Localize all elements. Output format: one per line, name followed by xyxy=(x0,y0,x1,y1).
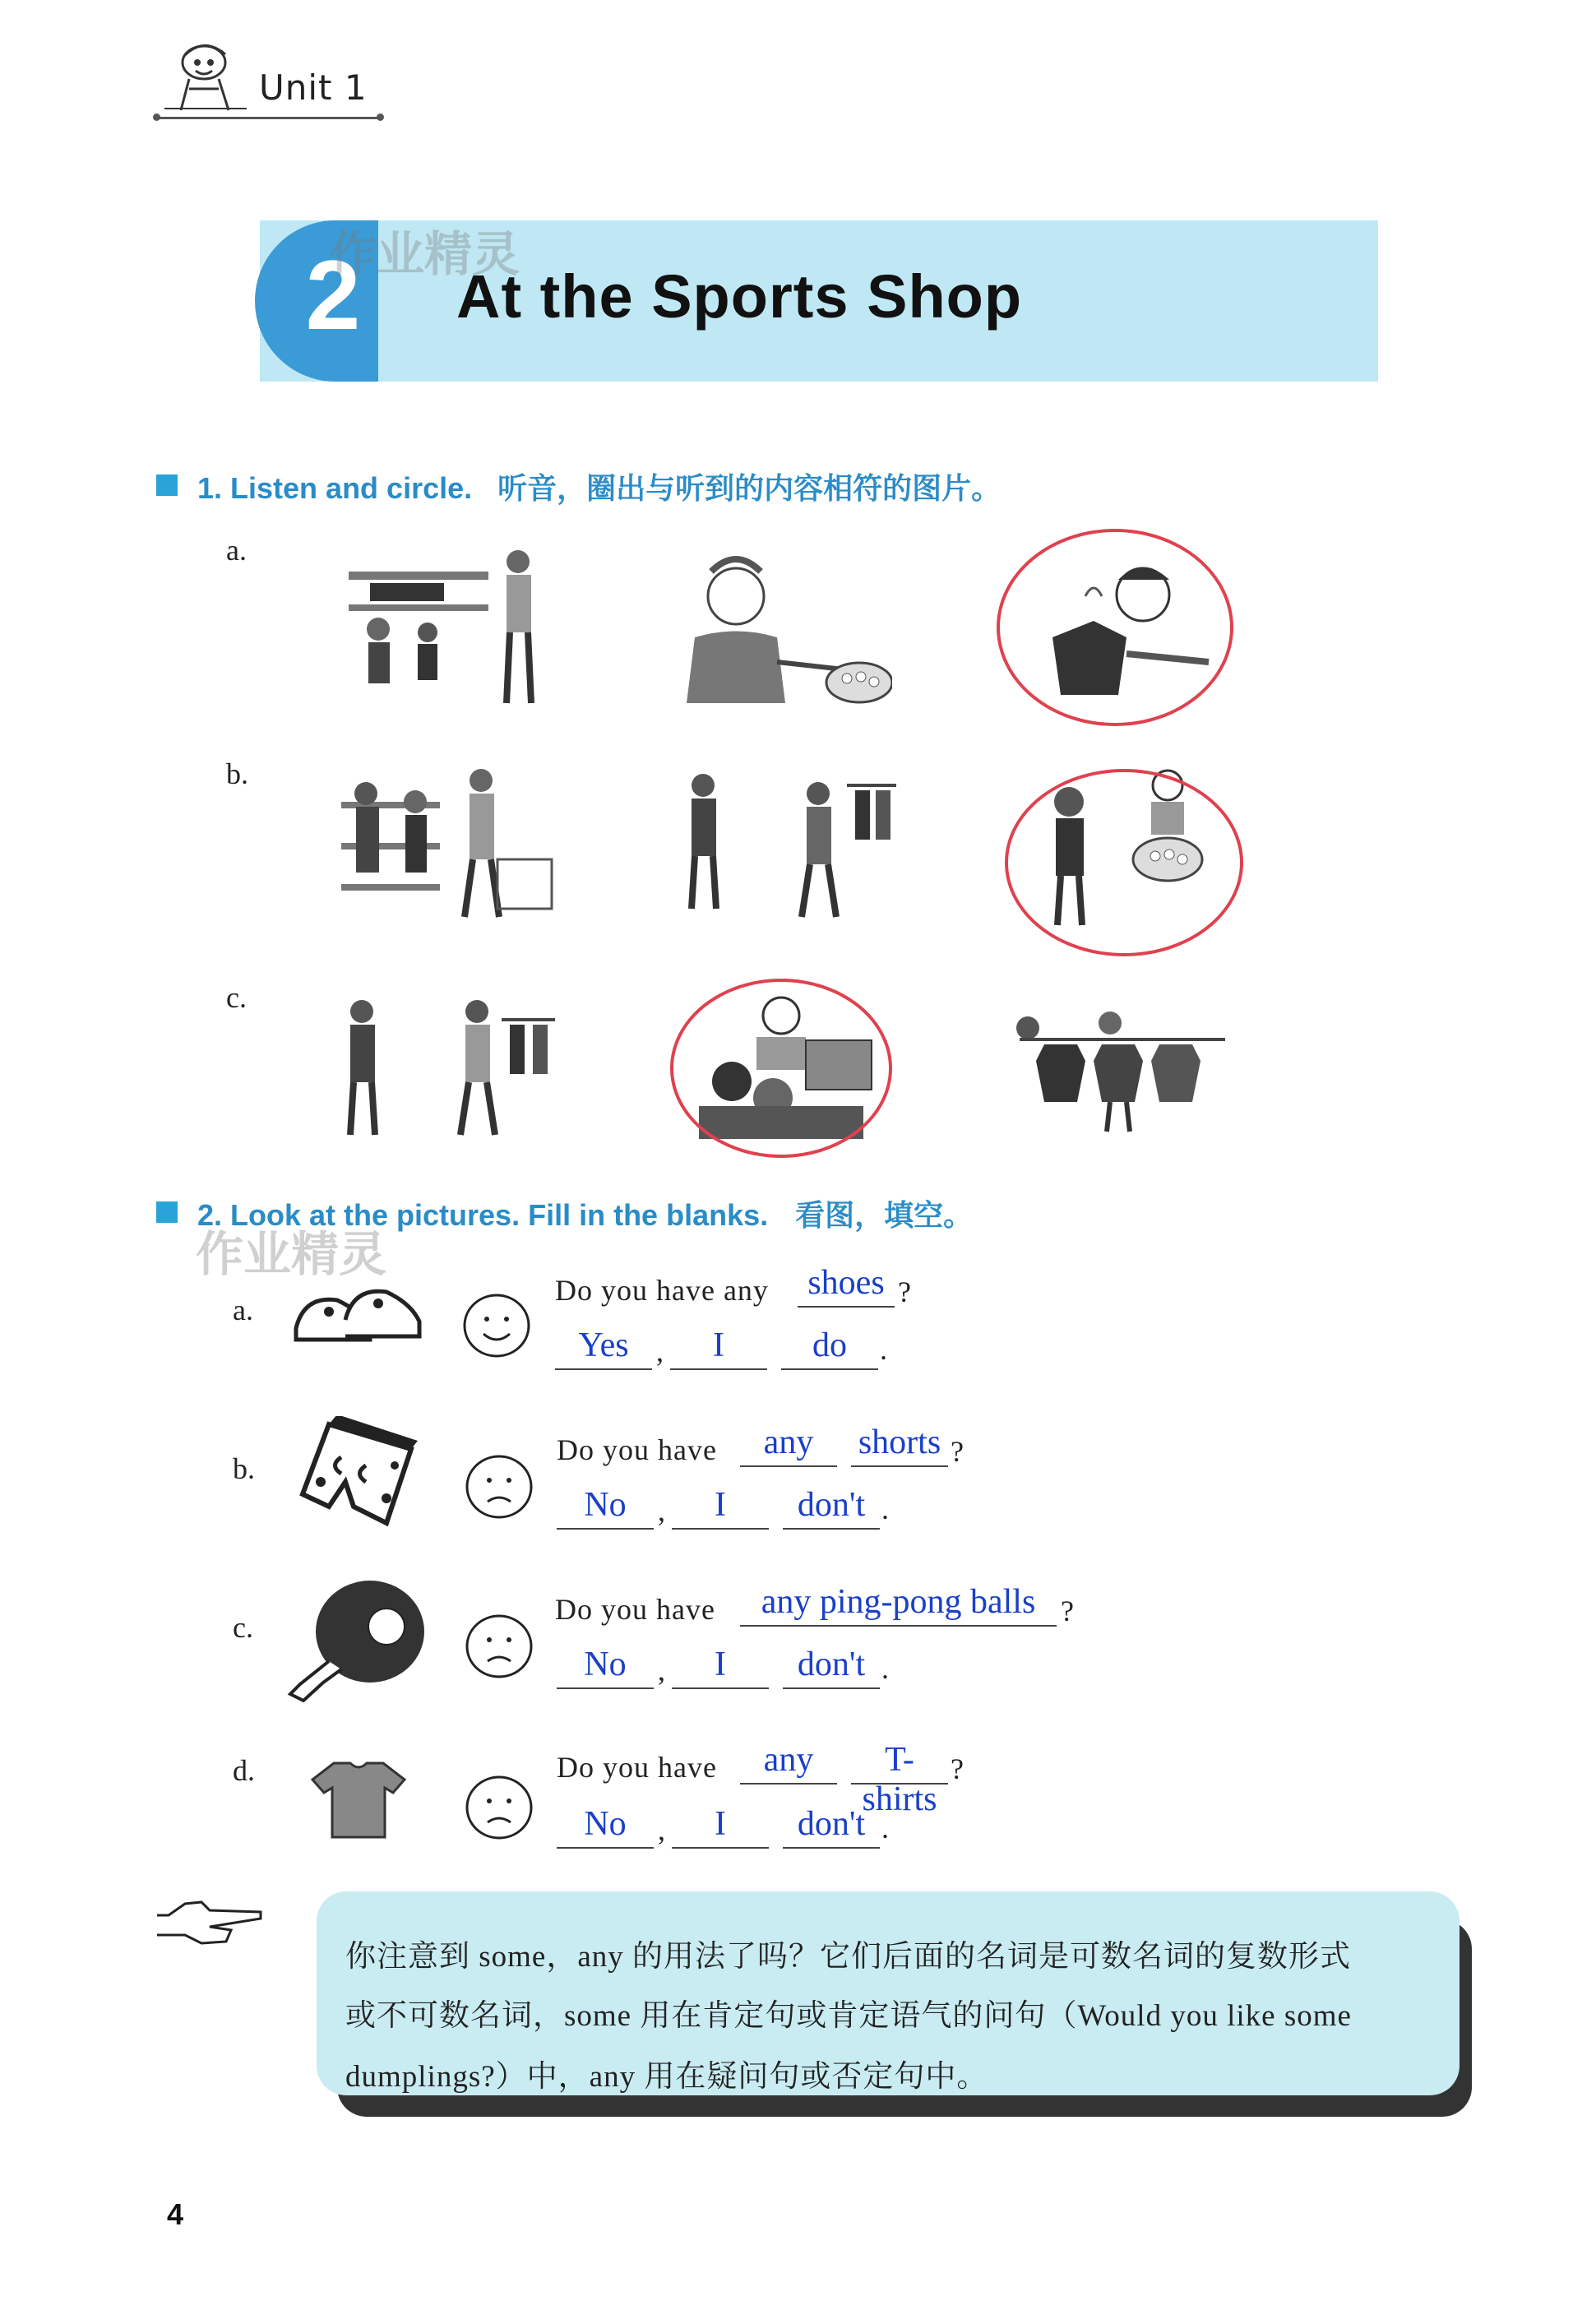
question-mark: ? xyxy=(951,1435,964,1468)
mascot-icon xyxy=(156,39,255,115)
answer-blank[interactable]: No xyxy=(557,1645,654,1689)
section-marker xyxy=(156,1201,178,1223)
answer-blank[interactable]: don't xyxy=(783,1804,880,1849)
ping-pong-paddle-icon xyxy=(284,1579,428,1702)
t-shirt-icon xyxy=(309,1758,408,1840)
frown-face-icon xyxy=(465,1613,534,1679)
section2-heading-zh: 看图，填空。 xyxy=(795,1198,974,1233)
answer-blank[interactable]: shoes xyxy=(798,1263,895,1308)
note-line-3: dumplings?）中，any 用在疑问句或否定句中。 xyxy=(345,2060,988,2094)
unit-label: Unit 1 xyxy=(259,67,368,108)
answer-circle xyxy=(1005,769,1243,956)
section1-heading xyxy=(197,465,1001,507)
answer-blank[interactable]: I xyxy=(672,1804,769,1849)
watermark: 作业精灵 xyxy=(196,1226,387,1282)
item-label-a: a. xyxy=(233,1294,253,1326)
picture-children-clothes-rack[interactable] xyxy=(670,769,900,921)
lesson-title: At the Sports Shop xyxy=(456,262,1023,331)
question-text-a: Do you have any xyxy=(555,1274,769,1307)
question-mark: ? xyxy=(1061,1595,1074,1627)
question-mark: ? xyxy=(951,1752,964,1785)
row-label-a: a. xyxy=(226,534,247,567)
pointing-hand-icon xyxy=(152,1894,267,1951)
section1-heading-en: 1. Listen and circle. xyxy=(197,471,473,505)
picture-boy-and-man-rack[interactable] xyxy=(337,995,559,1143)
comma: , xyxy=(658,1494,665,1527)
answer-blank[interactable]: any ping-pong balls xyxy=(740,1582,1057,1627)
comma: , xyxy=(656,1335,664,1368)
picture-tshirts-rack[interactable] xyxy=(1011,1011,1233,1135)
header-divider xyxy=(156,117,380,119)
section-marker xyxy=(156,474,178,496)
answer-blank[interactable]: shorts xyxy=(851,1423,948,1467)
answer-blank[interactable]: any xyxy=(740,1740,837,1785)
picture-family-shoe-shelf[interactable] xyxy=(333,769,555,921)
lesson-number: 2 xyxy=(305,240,361,350)
item-label-b: b. xyxy=(233,1452,255,1485)
answer-circle xyxy=(670,979,892,1158)
section1-heading-zh: 听音，圈出与听到的内容相符的图片。 xyxy=(497,471,1002,506)
answer-blank[interactable]: No xyxy=(557,1485,654,1530)
answer-blank[interactable]: I xyxy=(670,1326,767,1370)
row-label-b: b. xyxy=(226,757,248,790)
shoes-icon xyxy=(288,1271,428,1353)
answer-blank[interactable]: No xyxy=(557,1804,654,1849)
answer-circle xyxy=(997,529,1233,726)
item-label-d: d. xyxy=(233,1754,255,1787)
row-label-c: c. xyxy=(226,981,247,1014)
picture-girl-ping-pong-balls[interactable] xyxy=(670,547,892,707)
divider-dot xyxy=(377,113,384,121)
divider-dot xyxy=(153,113,160,121)
answer-blank[interactable]: T-shirts xyxy=(851,1740,948,1785)
question-mark: ? xyxy=(898,1275,911,1308)
answer-blank[interactable]: don't xyxy=(783,1645,880,1689)
answer-blank[interactable]: Yes xyxy=(555,1326,652,1370)
shorts-icon xyxy=(296,1416,419,1531)
period: . xyxy=(881,1652,889,1685)
frown-face-icon xyxy=(465,1454,534,1520)
answer-blank[interactable]: any xyxy=(740,1423,837,1467)
answer-blank[interactable]: do xyxy=(781,1326,878,1370)
page-number: 4 xyxy=(167,2197,184,2231)
note-line-1: 你注意到 some，any 的用法了吗？它们后面的名词是可数名词的复数形式 xyxy=(345,1940,1352,1974)
comma: , xyxy=(658,1654,665,1687)
watermark: 作业精灵 xyxy=(329,226,520,282)
picture-shop-shelf-children[interactable] xyxy=(345,547,543,707)
note-line-2: 或不可数名词，some 用在肯定句或肯定语气的问句（Would you like some xyxy=(345,1999,1352,2033)
period: . xyxy=(881,1493,889,1525)
answer-blank[interactable]: I xyxy=(672,1645,769,1689)
smile-face-icon xyxy=(462,1293,531,1359)
answer-blank[interactable]: I xyxy=(672,1485,769,1530)
question-text-c: Do you have xyxy=(555,1593,715,1626)
question-text-b: Do you have xyxy=(557,1433,717,1466)
answer-blank[interactable]: don't xyxy=(783,1485,880,1530)
comma: , xyxy=(658,1813,665,1846)
item-label-c: c. xyxy=(233,1611,253,1644)
frown-face-icon xyxy=(465,1775,534,1840)
period: . xyxy=(880,1333,887,1366)
period: . xyxy=(881,1812,889,1845)
section2-heading-en: 2. Look at the pictures. Fill in the blanks. xyxy=(197,1198,769,1232)
question-text-d: Do you have xyxy=(557,1751,717,1784)
